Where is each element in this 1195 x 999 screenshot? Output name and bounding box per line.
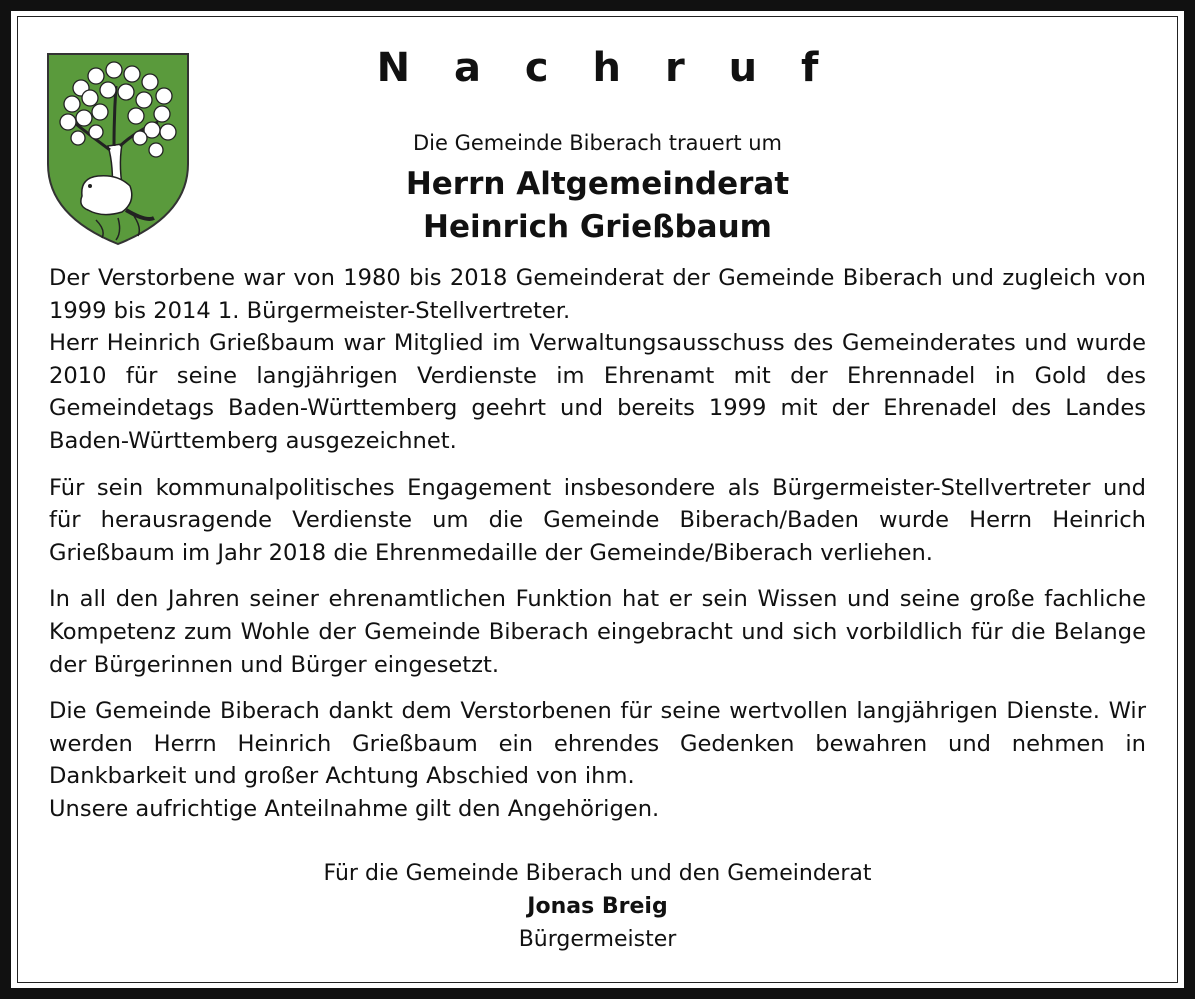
paragraph-sentence: Unsere aufrichtige Anteilnahme gilt den Angehörigen. — [49, 795, 660, 822]
signatory-role: Bürgermeister — [518, 927, 677, 952]
paragraph-sentence: Herr Heinrich Grießbaum war Mitglied im Verwaltungsausschuss des Gemeinderates und wurde 2010 für seine langjährigen Verdienste im Ehrenamt mit der Ehrennadel in Gold des Gemeindetags Baden-Württemberg geehrt und bereits 1999 mit der Ehrenadel des Landes Baden-Württemberg ausgezeichnet. — [49, 330, 1146, 454]
paragraph — [49, 695, 1146, 825]
obituary-body — [49, 262, 1146, 840]
paragraph-sentence: Die Gemeinde Biberach dankt dem Verstorbenen für seine wertvollen langjährigen Dienste. Wir werden Herrn Heinrich Grießbaum ein ehrendes Gedenken bewahren und nehmen in Dankbarkeit und großer Achtung Abschied von ihm. — [49, 698, 1146, 790]
honoree-name: Heinrich Grießbaum — [423, 209, 772, 245]
signature-block — [0, 857, 1195, 956]
paragraph — [49, 583, 1146, 681]
signatory-name: Jonas Breig — [527, 894, 668, 919]
paragraph-sentence: In all den Jahren seiner ehrenamtlichen Funktion hat er sein Wissen und seine große fachliche Kompetenz zum Wohle der Gemeinde Biberach eingebracht und sich vorbildlich für die Belange der Bürgerinnen und Bürger eingesetzt. — [49, 586, 1146, 678]
page-title: N a c h r u f — [376, 45, 834, 91]
paragraph — [49, 472, 1146, 570]
paragraph-sentence: Für sein kommunalpolitisches Engagement insbesondere als Bürgermeister-Stellvertreter und für herausragende Verdienste um die Gemeinde Biberach/Baden wurde Herrn Heinrich Grießbaum im Jahr 2018 die Ehrenmedaille der Gemeinde/Biberach verliehen. — [49, 474, 1146, 566]
paragraph — [49, 262, 1146, 458]
signature-line: Für die Gemeinde Biberach und den Gemeinderat — [323, 861, 872, 886]
paragraph-sentence: Der Verstorbene war von 1980 bis 2018 Gemeinderat der Gemeinde Biberach und zugleich von 1999 bis 2014 1. Bürgermeister-Stellvertreter. — [49, 265, 1146, 324]
honoree-title: Herrn Altgemeinderat — [405, 166, 790, 202]
intro-line: Die Gemeinde Biberach trauert um — [412, 131, 783, 155]
